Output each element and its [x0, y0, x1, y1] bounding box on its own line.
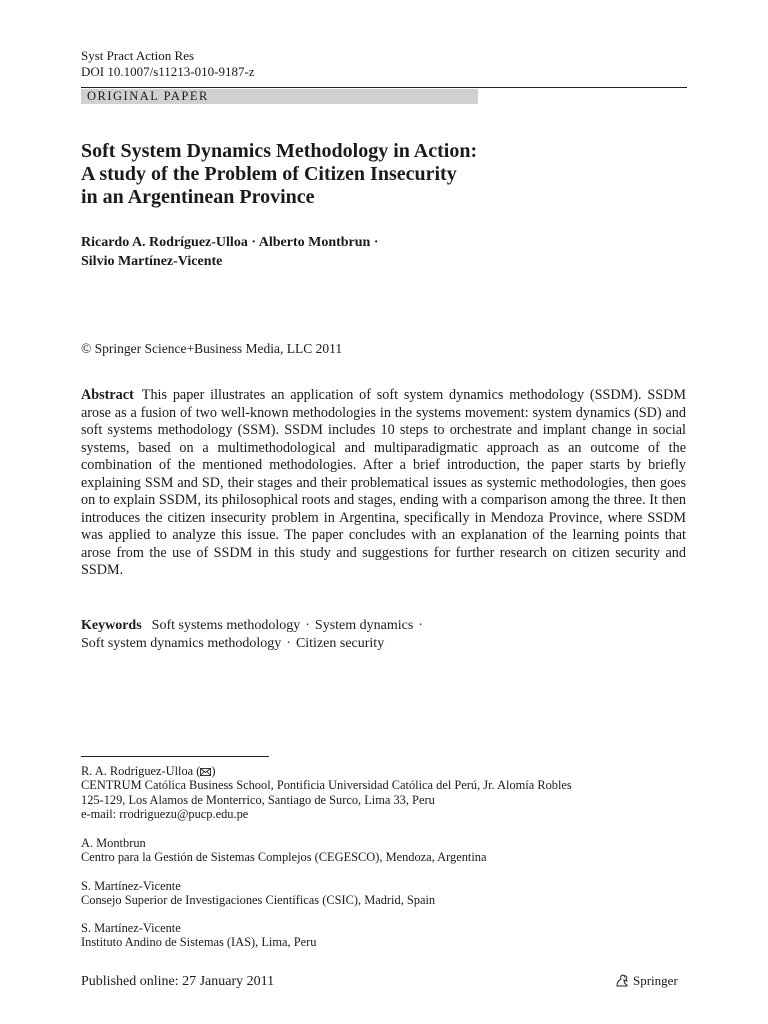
- title-line-3: in an Argentinean Province: [81, 186, 315, 208]
- journal-header: [81, 48, 255, 80]
- affiliation-institution: Instituto Andino de Sistemas (IAS), Lima, Peru: [81, 935, 317, 950]
- keyword-separator: ·: [286, 636, 291, 651]
- publisher-logo: [614, 972, 678, 989]
- keyword: System dynamics: [314, 618, 414, 633]
- copyright-notice: © Springer Science+Business Media, LLC 2011: [81, 341, 343, 356]
- affiliation-author-name-close: ): [211, 764, 216, 778]
- author-separator: ·: [373, 235, 379, 250]
- keywords: [81, 617, 686, 653]
- author-name: Alberto Montbrun: [258, 235, 371, 250]
- affiliation-author: [81, 764, 572, 778]
- affiliation-block: [81, 764, 572, 822]
- affiliation-author: S. Martínez-Vicente: [81, 921, 181, 935]
- author-name: Silvio Martínez-Vicente: [81, 254, 223, 269]
- keyword: Citizen security: [295, 636, 385, 651]
- keyword: Soft systems methodology: [151, 618, 301, 633]
- keywords-label: Keywords: [81, 618, 142, 633]
- affiliation-institution: Centro para la Gestión de Sistemas Complejos (CEGESCO), Mendoza, Argentina: [81, 850, 487, 865]
- author-separator: ·: [251, 235, 256, 250]
- affiliation-block: [81, 921, 316, 950]
- title-line-2: A study of the Problem of Citizen Insecurity: [81, 163, 457, 185]
- footnote-rule: [81, 756, 269, 757]
- paper-title: [81, 140, 641, 209]
- abstract-label: Abstract: [81, 387, 134, 403]
- keyword-separator: ·: [418, 618, 423, 633]
- journal-doi: DOI 10.1007/s11213-010-9187-z: [81, 64, 255, 79]
- keyword-separator: ·: [305, 618, 310, 633]
- envelope-icon[interactable]: [200, 768, 211, 776]
- affiliation-author: A. Montbrun: [81, 836, 146, 850]
- affiliation-block: [81, 836, 487, 865]
- published-date: Published online: 27 January 2011: [81, 974, 275, 989]
- section-label: ORIGINAL PAPER: [87, 89, 209, 103]
- abstract: [81, 387, 686, 580]
- header-rule: [81, 87, 687, 88]
- affiliation-block: [81, 879, 435, 908]
- author-list: [81, 233, 641, 271]
- affiliation-author: S. Martínez-Vicente: [81, 879, 181, 893]
- affiliation-author-name: R. A. Rodríguez-Ulloa (: [81, 764, 201, 778]
- journal-name: Syst Pract Action Res: [81, 48, 195, 63]
- affiliation-address: 125-129, Los Alamos de Monterrico, Santiago de Surco, Lima 33, Peru: [81, 792, 435, 807]
- keyword: Soft system dynamics methodology: [81, 636, 282, 651]
- affiliation-institution: CENTRUM Católica Business School, Pontificia Universidad Católica del Perú, Jr. Alomía Robles: [81, 778, 572, 793]
- affiliation-institution: Consejo Superior de Investigaciones Científicas (CSIC), Madrid, Spain: [81, 893, 436, 908]
- author-name: Ricardo A. Rodríguez-Ulloa: [81, 235, 248, 250]
- affiliation-email[interactable]: e-mail: rrodriguezu@pucp.edu.pe: [81, 807, 249, 822]
- publisher-name: Springer: [633, 973, 678, 988]
- springer-horse-icon: [614, 973, 630, 989]
- abstract-text: This paper illustrates an application of soft system dynamics methodology (SSDM). SSDM arose as a fusion of two well-known methodologies in the systems movement: system dynamics (SD) and soft systems methodology (SSM). SSDM includes 10 steps to orchestrate and implant change in social systems, based on a multimethodological and multiparadigmatic approach as an outcome of the combination of the mentioned methodologies. After a brief introduction, the paper starts by briefly explaining SSM and SD, their stages and their problematical issues as systemic methodologies, then goes on to explain SSDM, its philosophical roots and stages, ending with a comparison among the three. It then introduces the citizen insecurity problem in Argentina, specifically in Mendoza Province, where SSDM was applied to analyze this issue. The paper concludes with an explanation of the learning points that arose from the use of SSDM in this study and suggestions for further research on citizen security and SSDM.: [81, 387, 686, 578]
- title-line-1: Soft System Dynamics Methodology in Action:: [81, 140, 478, 162]
